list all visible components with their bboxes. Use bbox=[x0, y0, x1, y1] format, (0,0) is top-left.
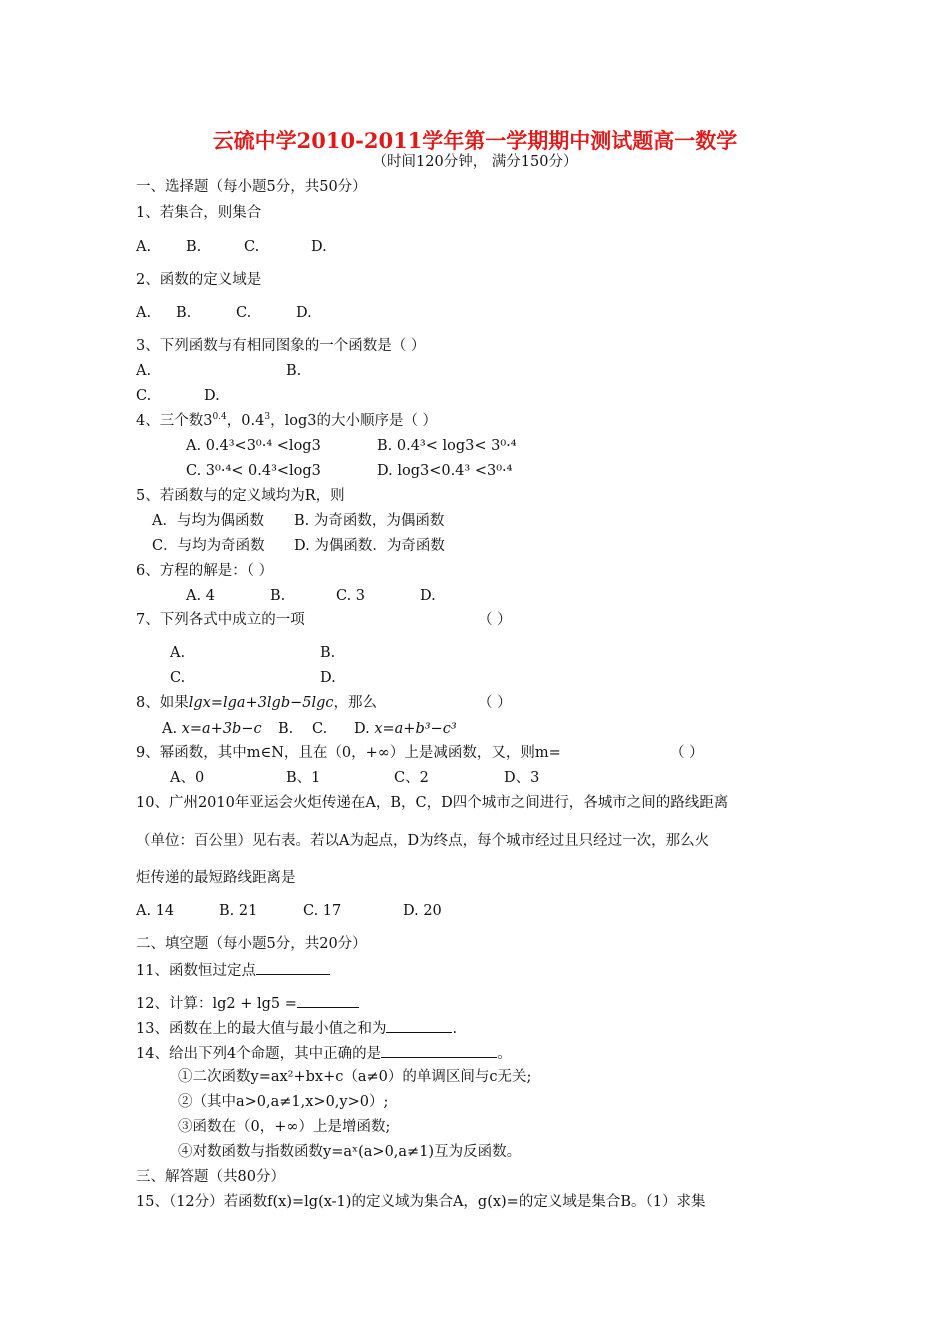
question-9: 9、幂函数，其中m∈N，且在（0，+∞）上是减函数，又，则m= bbox=[136, 745, 561, 761]
q10-option-b: B. 21 bbox=[219, 903, 258, 919]
exam-subtitle: （时间120分钟， 满分150分） bbox=[372, 154, 578, 170]
exam-title: 云硫中学2010-2011学年第一学期期中测试题高一数学 bbox=[212, 128, 738, 153]
q1-option-a: A. bbox=[136, 239, 152, 255]
q3-option-d: D. bbox=[204, 388, 220, 404]
q2-option-d: D. bbox=[296, 305, 312, 321]
q7-option-a: A. bbox=[170, 645, 186, 661]
q11-answer-blank[interactable] bbox=[256, 960, 330, 975]
q4-option-d: D. log3<0.4³ <3⁰·⁴ bbox=[377, 463, 513, 479]
question-12: 12、计算：lg2 + lg5 = bbox=[136, 993, 359, 1013]
question-14: 14、给出下列4个命题，其中正确的是 。 bbox=[136, 1043, 512, 1063]
question-11: 11、函数恒过定点 bbox=[136, 960, 330, 980]
q9-option-b: B、1 bbox=[286, 770, 321, 786]
q6-option-d: D. bbox=[420, 588, 436, 604]
q13-answer-blank[interactable] bbox=[386, 1018, 452, 1033]
question-7: 7、下列各式中成立的一项 bbox=[136, 612, 305, 628]
q5-option-a: A．与均为偶函数 bbox=[152, 513, 264, 529]
q10-option-c: C. 17 bbox=[303, 903, 342, 919]
question-13: 13、函数在上的最大值与最小值之和为 . bbox=[136, 1018, 457, 1038]
section3-heading: 三、解答题（共80分） bbox=[136, 1169, 285, 1185]
q5-option-b: B. 为奇函数，为偶函数 bbox=[294, 513, 445, 529]
section1-heading: 一、选择题（每小题5分，共50分） bbox=[136, 179, 367, 195]
q3-option-c: C. bbox=[136, 388, 152, 404]
question-6: 6、方程的解是：（ ） bbox=[136, 563, 274, 579]
q9-option-c: C、2 bbox=[394, 770, 429, 786]
q10-option-a: A. 14 bbox=[136, 903, 175, 919]
q7-answer-paren: （ ） bbox=[478, 612, 512, 628]
q5-option-c: C．与均为奇函数 bbox=[152, 538, 265, 554]
q2-option-c: C. bbox=[236, 305, 252, 321]
q8-option-d: D. x=a+b³−c³ bbox=[354, 721, 457, 737]
q3-option-a: A. bbox=[136, 363, 152, 379]
q9-option-d: D、3 bbox=[504, 770, 540, 786]
question-4: 4、三个数$3^{0.4}$，$0.4^3$，log3的大小顺序是（ ） bbox=[136, 412, 438, 429]
q9-option-a: A、0 bbox=[170, 770, 205, 786]
q8-answer-paren: （ ） bbox=[478, 695, 512, 711]
q6-option-b: B. bbox=[270, 588, 286, 604]
q1-option-b: B. bbox=[186, 239, 202, 255]
question-5: 5、若函数与的定义域均为R，则 bbox=[136, 488, 345, 504]
q9-answer-paren: （ ） bbox=[670, 745, 704, 761]
q7-option-c: C. bbox=[170, 670, 186, 686]
q2-option-a: A. bbox=[136, 305, 152, 321]
question-8: 8、如果lgx=lga+3lgb−5lgc，那么 bbox=[136, 695, 378, 711]
q4-option-a: A. 0.4³<3⁰·⁴ <log3 bbox=[186, 438, 321, 454]
q7-option-d: D. bbox=[320, 670, 336, 686]
q14-statement-1: ①二次函数y=ax²+bx+c（a≠0）的单调区间与c无关; bbox=[178, 1069, 532, 1085]
question-10-line-2: （单位：百公里）见右表。若以A为起点，D为终点，每个城市经过且只经过一次，那么火 bbox=[136, 833, 710, 849]
q8-equation: lgx=lga+3lgb−5lgc bbox=[188, 695, 334, 711]
q1-option-d: D. bbox=[311, 239, 327, 255]
q4-option-c: C. 3⁰·⁴< 0.4³<log3 bbox=[186, 463, 321, 479]
q8-option-b: B. bbox=[278, 721, 294, 737]
q2-option-b: B. bbox=[176, 305, 192, 321]
question-3: 3、下列函数与有相同图象的一个函数是（ ） bbox=[136, 338, 426, 354]
question-10-line-3: 炬传递的最短路线距离是 bbox=[136, 870, 296, 886]
q7-option-b: B. bbox=[320, 645, 336, 661]
q14-statement-2: ②（其中a>0,a≠1,x>0,y>0）; bbox=[178, 1094, 389, 1110]
question-2: 2、函数的定义域是 bbox=[136, 272, 262, 288]
q10-option-d: D. 20 bbox=[403, 903, 442, 919]
q8-option-a: A. x=a+3b−c bbox=[162, 721, 262, 737]
q14-answer-blank[interactable] bbox=[381, 1043, 497, 1058]
q6-option-c: C. 3 bbox=[336, 588, 366, 604]
q5-option-d: D. 为偶函数．为奇函数 bbox=[294, 538, 445, 554]
question-10-line-1: 10、广州2010年亚运会火炬传递在A，B，C，D四个城市之间进行，各城市之间的路线距离 bbox=[136, 795, 729, 811]
q14-statement-4: ④对数函数与指数函数y=aˣ(a>0,a≠1)互为反函数。 bbox=[178, 1144, 522, 1160]
question-15: 15、（12分）若函数f(x)=lg(x-1)的定义域为集合A，g(x)=的定义域是集合B。（1）求集 bbox=[136, 1194, 706, 1210]
q4-option-b: B. 0.4³< log3< 3⁰·⁴ bbox=[377, 438, 517, 454]
q12-answer-blank[interactable] bbox=[297, 993, 359, 1008]
q1-option-c: C. bbox=[244, 239, 260, 255]
q3-option-b: B. bbox=[286, 363, 302, 379]
q6-option-a: A. 4 bbox=[186, 588, 215, 604]
q8-option-c: C. bbox=[312, 721, 328, 737]
question-1: 1、若集合，则集合 bbox=[136, 205, 262, 221]
section2-heading: 二、填空题（每小题5分，共20分） bbox=[136, 936, 367, 952]
q14-statement-3: ③函数在（0，+∞）上是增函数; bbox=[178, 1119, 391, 1135]
